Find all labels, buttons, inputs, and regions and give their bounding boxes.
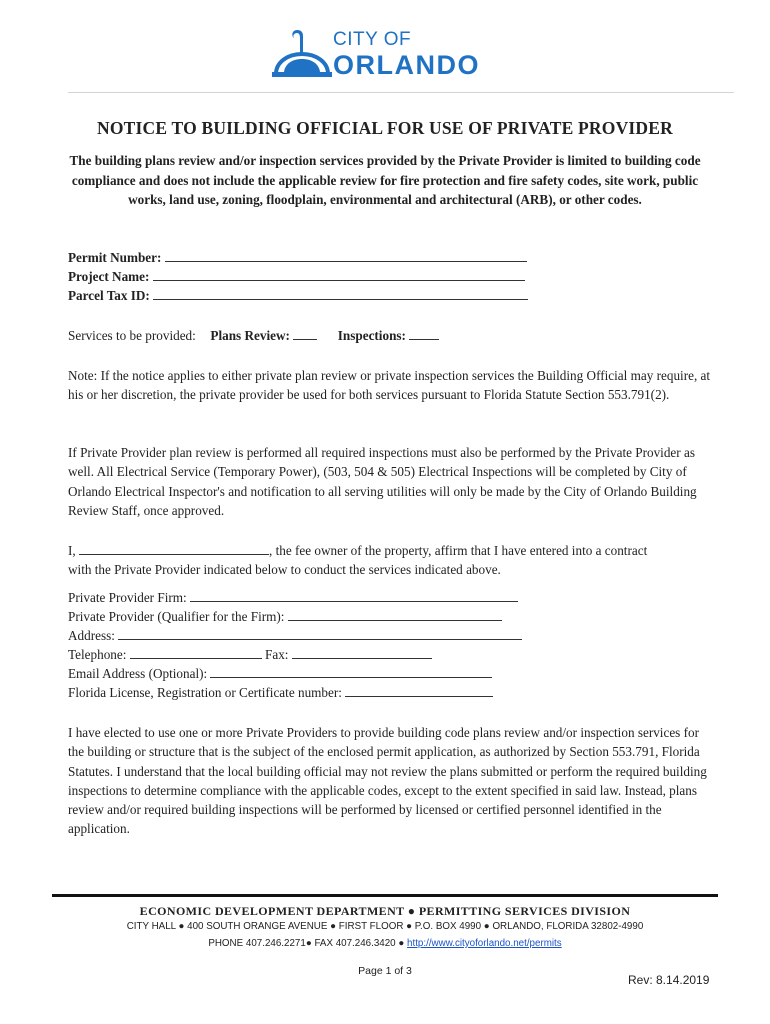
header-divider [68, 92, 734, 93]
parcel-tax-id-label: Parcel Tax ID: [68, 288, 150, 303]
email-input[interactable] [210, 665, 492, 678]
project-name-field [68, 267, 525, 286]
fountain-dome-icon [272, 30, 332, 77]
provider-qualifier-label: Private Provider (Qualifier for the Firm): [68, 609, 285, 624]
bullet-icon: ● [406, 921, 413, 932]
floor-text: FIRST FLOOR [338, 921, 404, 932]
footer-department [52, 904, 718, 919]
provider-firm-field [68, 588, 518, 607]
note-paragraph: Note: If the notice applies to either private plan review or private inspection services the Building Official may require, at his or her discretion, the private provider be used for both services pursuant to Florida Statute Section 553.791(2). [68, 368, 711, 403]
city-zip-text: ORLANDO, FLORIDA 32802-4990 [492, 921, 644, 932]
affirmation-prefix: I, [68, 543, 76, 558]
project-name-input[interactable] [153, 268, 525, 281]
provider-qualifier-field [68, 607, 502, 626]
fax-label: Fax: [265, 647, 289, 662]
street-text: 400 SOUTH ORANGE AVENUE [187, 921, 328, 932]
inspections-label: Inspections: [337, 328, 406, 343]
telephone-fax-field [68, 645, 432, 664]
email-field [68, 664, 492, 683]
permit-number-label: Permit Number: [68, 250, 162, 265]
permits-link[interactable]: http://www.cityoforlando.net/permits [407, 938, 562, 949]
city-hall-text: CITY HALL [126, 921, 176, 932]
affirmation-suffix: , the fee owner of the property, affirm that I have entered into a contract [269, 543, 648, 558]
telephone-input[interactable] [130, 646, 262, 659]
services-row [68, 326, 439, 345]
bullet-icon: ● [407, 904, 416, 918]
email-label: Email Address (Optional): [68, 666, 208, 681]
department-name: ECONOMIC DEVELOPMENT DEPARTMENT [139, 904, 405, 918]
footer-address [52, 921, 718, 932]
inspection-paragraph: If Private Provider plan review is performed all required inspections must also be performed by the Private Provider as well. All Electrical Service (Temporary Power), (503, 504 & 505) Electrical Inspections will be completed by City of Orlando Electrical Inspector's and notification to all serving utilities will only be made by the City of Orlando Building Review Staff, once approved. [68, 445, 697, 518]
provider-firm-input[interactable] [190, 589, 518, 602]
license-input[interactable] [345, 684, 493, 697]
bullet-icon: ● [330, 921, 337, 932]
bullet-icon: ● [178, 921, 185, 932]
bullet-icon: ● [305, 938, 312, 949]
license-field [68, 683, 493, 702]
affirmation-line [68, 541, 647, 560]
permit-number-field [68, 248, 527, 267]
phone-text: PHONE 407.246.2271 [208, 938, 306, 949]
parcel-tax-id-input[interactable] [153, 287, 528, 300]
bullet-icon: ● [483, 921, 490, 932]
project-name-label: Project Name: [68, 269, 150, 284]
election-paragraph: I have elected to use one or more Private Providers to provide building code plans review and/or inspection services for the building or structure that is the subject of the enclosed permit application, as authorized by Section 553.791, Florida Statutes. I understand that the local building official may not review the plans submitted or perform the required building inspections to determine compliance with the applicable codes, except to the extent specified in said law. Instead, plans review and/or required building inspections will be performed by licensed or certified personnel identified in the application. [68, 725, 707, 837]
parcel-tax-id-field [68, 286, 528, 305]
owner-name-input[interactable] [79, 542, 269, 555]
provider-qualifier-input[interactable] [288, 608, 502, 621]
po-box-text: P.O. BOX 4990 [414, 921, 482, 932]
footer-divider [52, 894, 718, 897]
logo-text-city-of: CITY OF [333, 29, 412, 50]
intro-paragraph: The building plans review and/or inspection services provided by the Private Provider is limited to building code compliance and does not include the applicable review for fire protection and fire safety codes, site work, public works, land use, zoning, floodplain, environmental and architectural (ARB), or other codes. [69, 153, 701, 207]
document-title: NOTICE TO BUILDING OFFICIAL FOR USE OF PRIVATE PROVIDER [97, 118, 673, 138]
plans-review-input[interactable] [293, 327, 317, 340]
bullet-icon: ● [398, 938, 405, 949]
fax-text: FAX 407.246.3420 [314, 938, 396, 949]
footer-contact [52, 938, 718, 949]
services-label: Services to be provided: [68, 328, 196, 343]
revision-date: Rev: 8.14.2019 [628, 973, 710, 987]
plans-review-label: Plans Review: [210, 328, 290, 343]
address-input[interactable] [118, 627, 522, 640]
inspections-input[interactable] [409, 327, 439, 340]
address-label: Address: [68, 628, 115, 643]
division-name: PERMITTING SERVICES DIVISION [418, 904, 631, 918]
page-number: Page 1 of 3 [358, 965, 412, 977]
address-field [68, 626, 522, 645]
logo-text-orlando: ORLANDO [333, 50, 480, 80]
license-label: Florida License, Registration or Certificate number: [68, 685, 342, 700]
telephone-label: Telephone: [68, 647, 127, 662]
permit-number-input[interactable] [165, 249, 527, 262]
affirmation-line-2: with the Private Provider indicated below to conduct the services indicated above. [68, 562, 501, 577]
fax-input[interactable] [292, 646, 432, 659]
provider-firm-label: Private Provider Firm: [68, 590, 187, 605]
